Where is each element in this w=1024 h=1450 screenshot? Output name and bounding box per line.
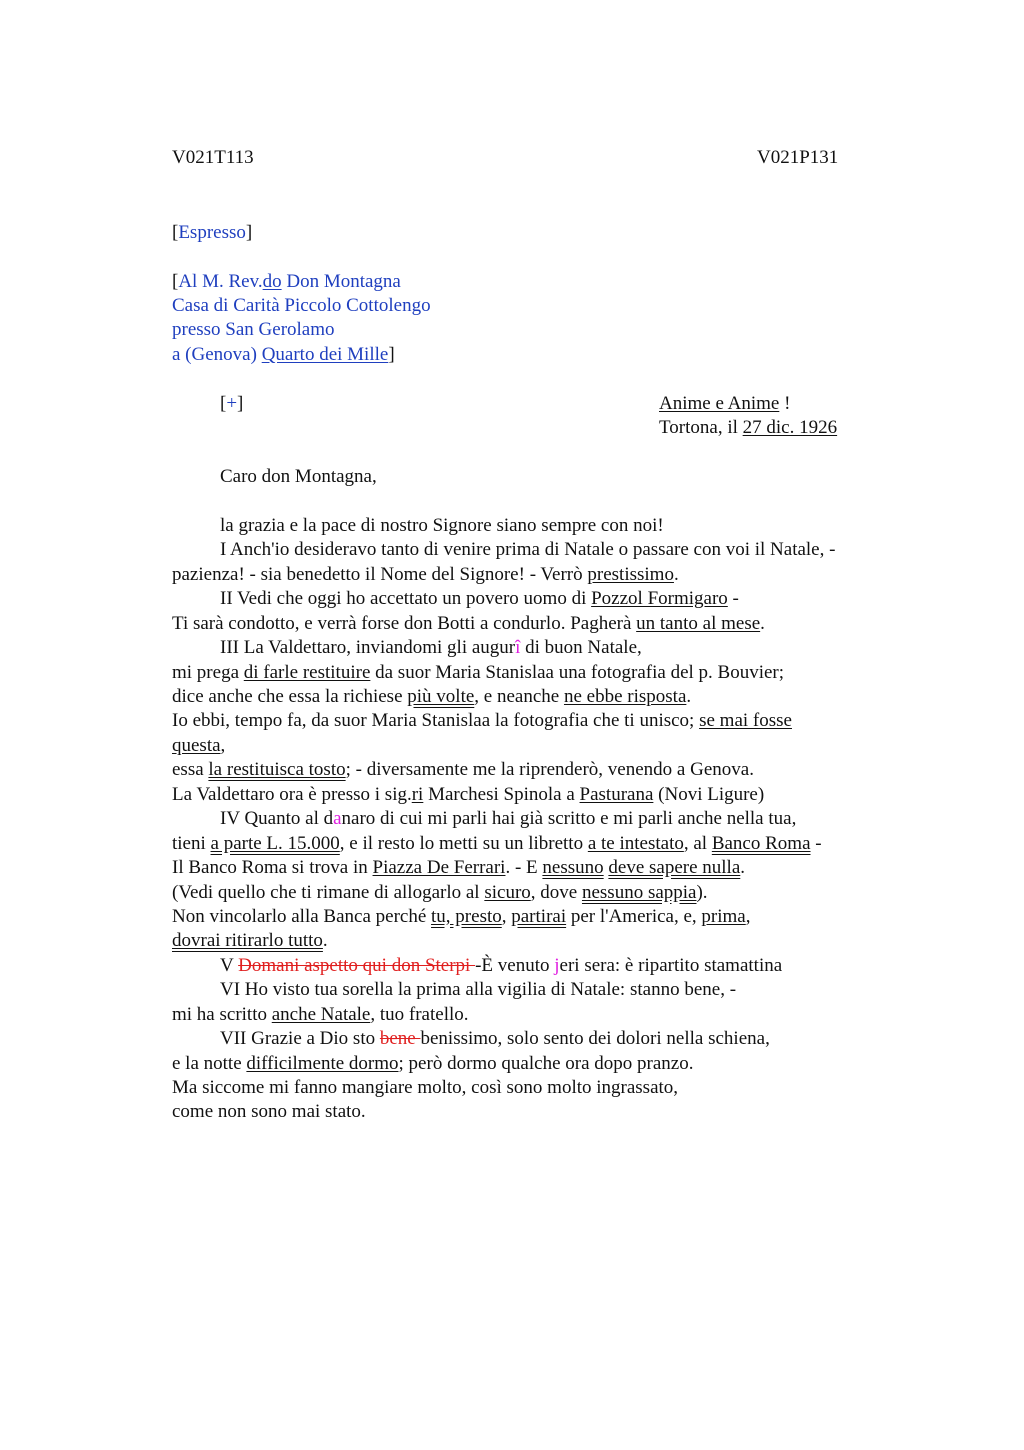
body-line: IV Quanto al danaro di cui mi parli hai già scritto e mi parli anche nella tua, (220, 808, 797, 829)
body-line: pazienza! - sia benedetto il Nome del Signore! - Verrò prestissimo. (172, 564, 679, 585)
body-line: II Vedi che oggi ho accettato un povero uomo di Pozzol Formigaro - (220, 588, 739, 609)
salutation: Caro don Montagna, (220, 466, 377, 487)
body-line: Il Banco Roma si trova in Piazza De Ferrari. - E nessuno deve sapere nulla. (172, 857, 746, 878)
document-code-right: V021P131 (757, 147, 839, 168)
address-city: a (Genova) (172, 344, 262, 365)
body-line: III La Valdettaro, inviandomi gli augurî di buon Natale, (220, 637, 642, 658)
body-line: Ma siccome mi fanno mangiare molto, così sono molto ingrassato, (172, 1077, 679, 1098)
dateline-place: Tortona, il (659, 417, 743, 438)
address-recipient: Don Montagna (281, 271, 401, 292)
address-line-3: presso San Gerolamo (172, 319, 335, 340)
body-line: tieni a parte L. 15.000, e il resto lo metti su un libretto a te intestato, al Banco Roma - (172, 833, 822, 854)
address-title: Al M. Rev. (178, 271, 263, 292)
body-line: e la notte difficilmente dormo; però dormo qualche ora dopo pranzo. (172, 1053, 694, 1074)
document-code-left: V021T113 (172, 147, 254, 168)
body-line: VII Grazie a Dio sto bene benissimo, solo sento dei dolori nella schiena, (220, 1028, 770, 1049)
body-line: Io ebbi, tempo fa, da suor Maria Stanislaa la fotografia che ti unisco; se mai fosse (172, 710, 792, 731)
dateline (659, 416, 837, 440)
espresso-note: [Espresso] (172, 222, 253, 243)
body-line: V Domani aspetto qui don Sterpi -È venuto jeri sera: è ripartito stamattina (220, 955, 783, 976)
body-line: (Vedi quello che ti rimane di allogarlo al sicuro, dove nessuno sappia). (172, 882, 708, 903)
body-line: VI Ho visto tua sorella la prima alla vigilia di Natale: stanno bene, - (220, 979, 737, 1000)
cross-mark: [+] (220, 393, 244, 414)
body-line: dice anche che essa la richiese più volte, e neanche ne ebbe risposta. (172, 686, 692, 707)
body-line: I Anch'io desideravo tanto di venire prima di Natale o passare con voi il Natale, - (220, 539, 836, 560)
address-line-1: [Al M. Rev.do Don Montagna (172, 271, 401, 292)
body-line: La Valdettaro ora è presso i sig.ri Marchesi Spinola a Pasturana (Novi Ligure) (172, 784, 765, 805)
motto (659, 392, 790, 416)
motto-text: Anime e Anime (659, 393, 780, 414)
body-line: Ti sarà condotto, e verrà forse don Botti a condurlo. Pagherà un tanto al mese. (172, 613, 765, 634)
dateline-date: 27 dic. 1926 (742, 417, 838, 438)
cross-icon: + (226, 393, 238, 414)
body-line: Non vincolarlo alla Banca perché tu, presto, partirai per l'America, e, prima, (172, 906, 751, 927)
body-line: dovrai ritirarlo tutto. (172, 930, 328, 951)
address-title-abbrev: do (262, 271, 282, 292)
body-line: come non sono mai stato. (172, 1101, 366, 1122)
body-line: questa, (172, 735, 226, 756)
address-district: Quarto dei Mille (261, 344, 389, 365)
motto-suffix: ! (779, 393, 791, 414)
body-line: mi ha scritto anche Natale, tuo fratello. (172, 1004, 469, 1025)
espresso-label: Espresso (178, 222, 246, 243)
body-line: mi prega di farle restituire da suor Maria Stanislaa una fotografia del p. Bouvier; (172, 662, 785, 683)
body-line: la grazia e la pace di nostro Signore siano sempre con noi! (220, 515, 664, 536)
address-line-2: Casa di Carità Piccolo Cottolengo (172, 295, 431, 316)
body-line: essa la restituisca tosto; - diversamente me la riprenderò, venendo a Genova. (172, 759, 754, 780)
address-line-4: a (Genova) Quarto dei Mille] (172, 344, 395, 365)
